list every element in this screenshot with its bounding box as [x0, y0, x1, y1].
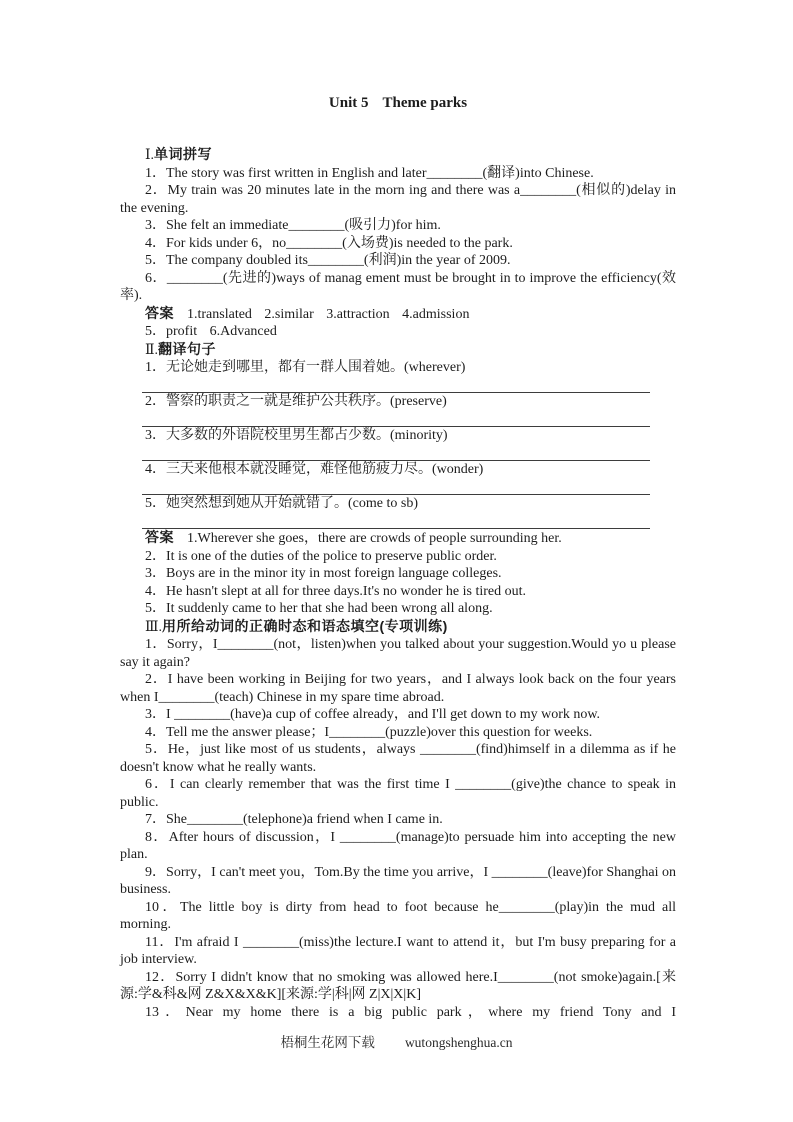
section-title: 翻译句子 [158, 340, 217, 357]
question-item: 2．I have been working in Beijing for two years，and I always look back on the four years when I________(teach) Chinese in my spare time abroad. [120, 672, 676, 705]
section-heading-2 [120, 341, 676, 360]
question-item: 5．她突然想到她从开始就错了。(come to sb) [145, 496, 418, 511]
section-title: 单词拼写 [154, 146, 213, 162]
question-item: 13．Near my home there is a big public park，where my friend Tony and I [145, 1004, 676, 1020]
question-item: 4．三天来他根本就没睡觉，难怪他筋疲力尽。(wonder) [145, 462, 484, 477]
question-item: 9．Sorry，I can't meet you，Tom.By the time you arrive，I ________(leave)for Shanghai on business. [120, 864, 676, 897]
answer-blank-line [142, 377, 650, 394]
page-footer [0, 1034, 793, 1051]
page-title [120, 94, 676, 112]
section-numeral: Ⅰ. [145, 148, 155, 163]
answer-line: 3．Boys are in the minor ity in most foreign language colleges. [145, 566, 502, 581]
answer-blank-line [142, 513, 650, 530]
answer-text: 1.translated 2.similar 3.attraction 4.admission [187, 306, 470, 322]
answer-line: 5．profit 6.Advanced [145, 324, 277, 339]
question-item: 4．For kids under 6，no________(入场费)is needed to the park. [145, 235, 513, 251]
question-item: 1．Sorry，I________(not，listen)when you talked about your suggestion.Would yo u please say it again? [120, 637, 676, 670]
worksheet-body [120, 146, 676, 1021]
section-heading-1 [120, 146, 676, 165]
question-item: 12．Sorry I didn't know that no smoking was allowed here.I________(not smoke)again.[来源:学&科&网 Z&X&X&K][来源:学|科|网 Z|X|X|K] [120, 969, 676, 1002]
answer-blank-line [142, 445, 650, 462]
question-item: 2．My train was 20 minutes late in the morn ing and there was a________(相似的)delay in the evening. [120, 183, 676, 216]
question-item: 8．After hours of discussion，I ________(manage)to persuade him into accepting the new plan. [120, 829, 676, 862]
answer-line: 4．He hasn't slept at all for three days.It's no wonder he is tired out. [145, 583, 527, 599]
question-item: 10．The little boy is dirty from head to foot because he________(play)in the mud all morning. [120, 899, 676, 932]
section-title: 用所给动词的正确时态和语态填空(专项训练) [162, 617, 448, 634]
question-item: 3．大多数的外语院校里男生都占少数。(minority) [145, 428, 448, 443]
answer-label: 答案 [145, 304, 174, 321]
question-item: 5．He，just like most of us students，always ________(find)himself in a dilemma as if he doesn't know what he really wants. [120, 742, 676, 775]
question-item: 1．无论她走到哪里，都有一群人围着她。(wherever) [145, 360, 466, 375]
question-item: 6．________(先进的)ways of manag ement must be brought in to improve the efficiency(效率). [120, 270, 676, 303]
section-heading-3 [120, 618, 676, 637]
question-item: 3．She felt an immediate________(吸引力)for him. [145, 218, 441, 233]
section-numeral: Ⅱ. [145, 342, 159, 358]
question-item: 11．I'm afraid I ________(miss)the lecture.I want to attend it，but I'm busy preparing for a job interview. [120, 934, 676, 967]
unit-number: Unit 5 [328, 95, 369, 111]
footer-site-name: 梧桐生花网下载 [280, 1035, 375, 1050]
answer-blank-line [142, 479, 650, 496]
question-item: 3．I ________(have)a cup of coffee already，and I'll get down to my work now. [145, 707, 601, 722]
answer-blank-line [142, 411, 650, 428]
answer-text: 1.Wherever she goes，there are crowds of people surrounding her. [187, 531, 562, 546]
question-item: 7．She________(telephone)a friend when I came in. [145, 812, 443, 827]
question-item: 5．The company doubled its________(利润)in the year of 2009. [145, 253, 511, 268]
answer-line [120, 305, 676, 324]
answer-line [120, 529, 676, 548]
question-item: 2．警察的职责之一就是维护公共秩序。(preserve) [145, 394, 447, 409]
question-item: 6．I can clearly remember that was the first time I ________(give)the chance to speak in public. [120, 777, 676, 810]
answer-line: 2．It is one of the duties of the police to preserve public order. [145, 548, 497, 564]
question-item: 1．The story was first written in English and later________(翻译)into Chinese. [145, 165, 594, 181]
section-numeral: Ⅲ. [145, 619, 163, 635]
unit-name: Theme parks [382, 95, 468, 111]
question-item: 4．Tell me the answer please；I________(puzzle)over this question for weeks. [145, 724, 593, 740]
answer-label: 答案 [145, 529, 174, 545]
footer-site-url: wutongshenghua.cn [404, 1035, 513, 1050]
answer-line: 5．It suddenly came to her that she had been wrong all along. [145, 601, 493, 616]
